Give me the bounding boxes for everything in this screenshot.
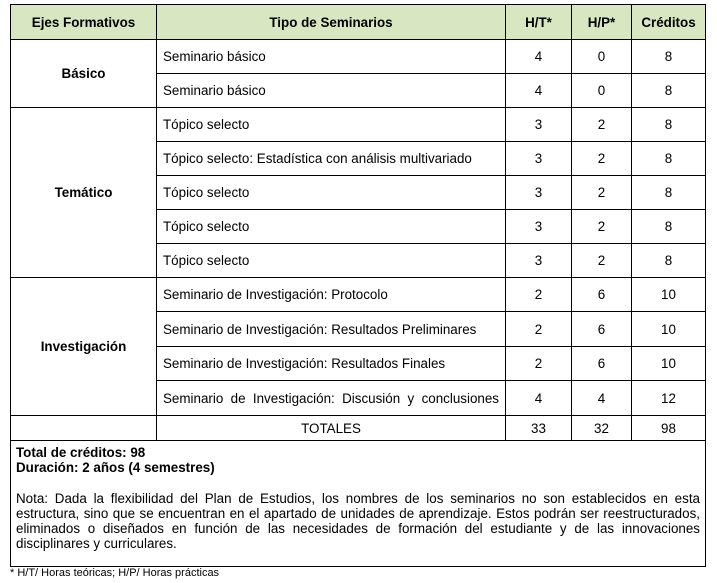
row-tipo: Seminario de Investigación: Resultados Finales (157, 347, 506, 381)
row-ht: 3 (506, 142, 572, 176)
row-tipo: Seminario de Investigación: Resultados Preliminares (157, 312, 506, 347)
row-ht: 4 (506, 74, 572, 108)
row-creditos: 8 (632, 74, 706, 108)
row-creditos: 12 (632, 381, 706, 416)
row-creditos: 8 (632, 40, 706, 74)
header-hp: H/P* (572, 5, 632, 40)
footnote: * H/T/ Horas teóricas; H/P/ Horas prácticas (10, 567, 220, 579)
row-tipo: Tópico selecto (157, 108, 506, 142)
row-hp: 6 (572, 347, 632, 381)
row-tipo: Tópico selecto (157, 210, 506, 244)
row-creditos: 10 (632, 312, 706, 347)
row-hp: 4 (572, 381, 632, 416)
row-ht: 4 (506, 381, 572, 416)
table-header-row (11, 5, 706, 40)
row-hp: 2 (572, 142, 632, 176)
totals-row (11, 416, 706, 441)
row-hp: 6 (572, 278, 632, 312)
row-ht: 2 (506, 347, 572, 381)
totals-hp: 32 (572, 416, 632, 441)
header-tipo: Tipo de Seminarios (157, 5, 506, 40)
row-tipo: Tópico selecto (157, 244, 506, 278)
nota-text: Nota: Dada la flexibilidad del Plan de Estudios, los nombres de los seminarios no son establecidos en esta estructura, sino que se encuentran en el apartado de unidades de aprendizaje. Estos podrán ser reestructurados, eliminados o diseñados en función de las necesidades de formación del estudiante y de las innovaciones disciplinares y curriculares. (16, 490, 700, 552)
table-row (11, 40, 706, 74)
row-ht: 3 (506, 176, 572, 210)
row-creditos: 8 (632, 176, 706, 210)
row-ht: 2 (506, 278, 572, 312)
header-ejes: Ejes Formativos (11, 5, 157, 40)
row-hp: 6 (572, 312, 632, 347)
table-row (11, 278, 706, 312)
row-creditos: 10 (632, 278, 706, 312)
row-hp: 2 (572, 210, 632, 244)
totals-label: TOTALES (157, 416, 506, 441)
header-ht: H/T* (506, 5, 572, 40)
row-hp: 2 (572, 244, 632, 278)
eje-basico: Básico (11, 40, 157, 108)
table-row (11, 108, 706, 142)
row-ht: 4 (506, 40, 572, 74)
row-tipo: Seminario básico (157, 40, 506, 74)
row-hp: 2 (572, 176, 632, 210)
row-hp: 0 (572, 74, 632, 108)
row-ht: 3 (506, 210, 572, 244)
eje-tematico: Temático (11, 108, 157, 278)
totals-creditos: 98 (632, 416, 706, 441)
row-ht: 3 (506, 108, 572, 142)
row-hp: 2 (572, 108, 632, 142)
footer-row (11, 441, 706, 567)
duracion-text: Duración: 2 años (4 semestres) (16, 460, 215, 476)
row-hp: 0 (572, 40, 632, 74)
row-creditos: 8 (632, 142, 706, 176)
row-tipo: Tópico selecto (157, 176, 506, 210)
row-ht: 3 (506, 244, 572, 278)
row-tipo: Tópico selecto: Estadística con análisis multivariado (157, 142, 506, 176)
row-creditos: 8 (632, 108, 706, 142)
total-creditos-text: Total de créditos: 98 (16, 445, 146, 460)
row-creditos: 8 (632, 244, 706, 278)
seminarios-table (10, 4, 706, 567)
header-creditos: Créditos (632, 5, 706, 40)
row-creditos: 10 (632, 347, 706, 381)
row-ht: 2 (506, 312, 572, 347)
row-tipo: Seminario de Investigación: Protocolo (157, 278, 506, 312)
footer-cell (11, 441, 706, 567)
totals-spacer (11, 416, 157, 441)
row-tipo: Seminario básico (157, 74, 506, 108)
row-creditos: 8 (632, 210, 706, 244)
eje-investigacion: Investigación (11, 278, 157, 416)
totals-ht: 33 (506, 416, 572, 441)
row-tipo: Seminario de Investigación: Discusión y conclusiones (157, 381, 506, 416)
